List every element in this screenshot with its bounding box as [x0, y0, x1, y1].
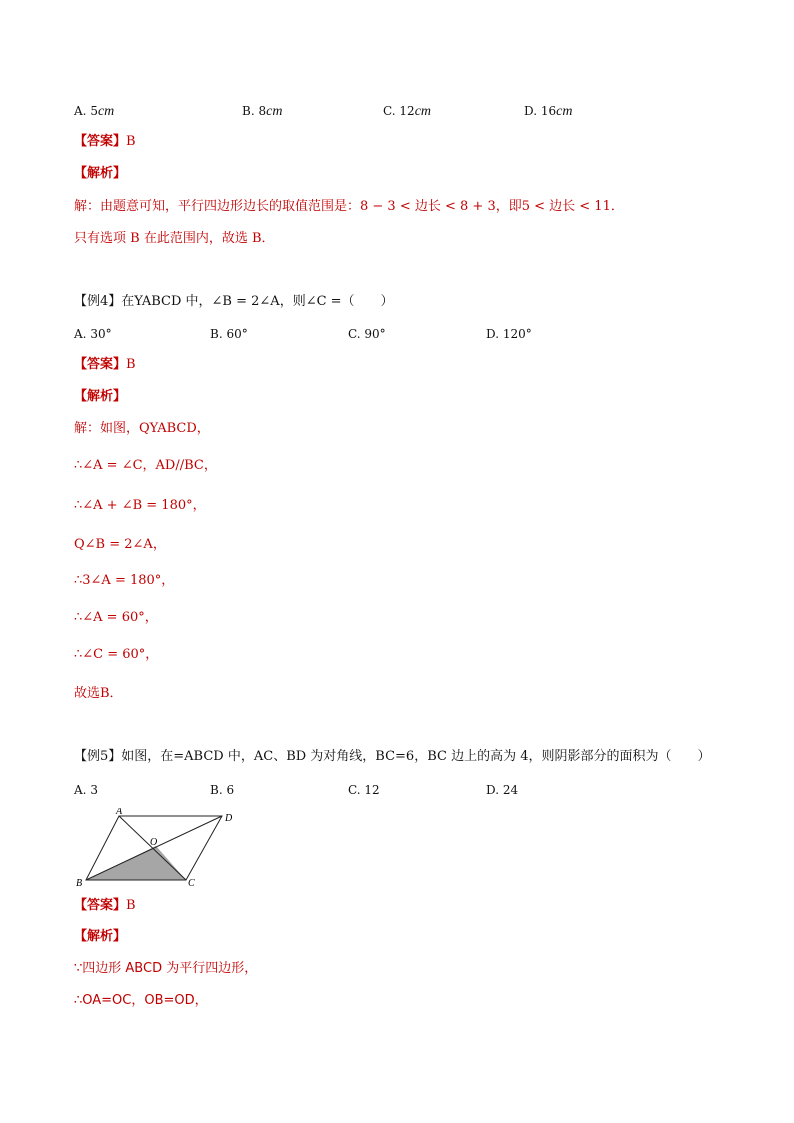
- q3-answer: 【答案】B: [74, 134, 136, 149]
- q4-step-6: ∴∠A = 60°，: [74, 610, 158, 625]
- q4-stem: 【例4】在YABCD 中，∠B = 2∠A，则∠C =（ ）: [74, 294, 394, 309]
- q4-answer: 【答案】B: [74, 357, 136, 372]
- q4-step-4: Q∠B = 2∠A，: [74, 537, 166, 552]
- q5-answer: 【答案】B: [74, 898, 136, 913]
- q4-step-1: 解：如图，QYABCD，: [74, 421, 210, 436]
- q4-step-7: ∴∠C = 60°，: [74, 647, 159, 662]
- q5-analysis-line2: ∴OA=OC，OB=OD，: [74, 993, 208, 1008]
- q3-option-d: D. 16cm: [524, 104, 573, 119]
- q5-option-a: A. 3: [74, 783, 98, 797]
- q5-stem: 【例5】如图，在=ABCD 中，AC、BD 为对角线，BC=6，BC 边上的高为 4，则阴影部分的面积为（ ）: [74, 749, 711, 764]
- vertex-label-b: B: [76, 878, 83, 889]
- q3-analysis-tag: 【解析】: [74, 166, 127, 181]
- q4-option-d: D. 120°: [486, 327, 532, 341]
- vertex-label-c: C: [188, 878, 195, 889]
- q4-step-3: ∴∠A + ∠B = 180°，: [74, 498, 206, 513]
- vertex-label-o: O: [150, 837, 158, 848]
- q3-analysis-line2: 只有选项 B 在此范围内，故选 B．: [74, 231, 275, 246]
- q5-option-c: C. 12: [348, 783, 380, 797]
- q4-option-a: A. 30°: [74, 327, 112, 341]
- q3-option-c: C. 12cm: [383, 104, 432, 119]
- vertex-label-d: D: [225, 813, 233, 824]
- q5-analysis-tag: 【解析】: [74, 929, 127, 944]
- parallelogram-figure: [74, 808, 244, 890]
- vertex-label-a: A: [116, 808, 123, 817]
- q4-step-2: ∴∠A = ∠C，AD//BC，: [74, 458, 217, 473]
- q3-option-a: A. 5cm: [74, 104, 115, 119]
- q4-option-b: B. 60°: [210, 327, 248, 341]
- q4-step-5: ∴3∠A = 180°，: [74, 573, 175, 588]
- q5-analysis-line1: ∵四边形 ABCD 为平行四边形，: [74, 961, 258, 976]
- q5-option-d: D. 24: [486, 783, 519, 797]
- q4-analysis-tag: 【解析】: [74, 389, 127, 404]
- q4-option-c: C. 90°: [348, 327, 386, 341]
- q4-step-8: 故选B．: [74, 686, 123, 701]
- q3-option-b: B. 8cm: [242, 104, 283, 119]
- q5-option-b: B. 6: [210, 783, 235, 797]
- q3-analysis-line1: 解：由题意可知，平行四边形边长的取值范围是：8 − 3 < 边长 < 8 + 3，即5 < 边长 < 11．: [74, 199, 624, 214]
